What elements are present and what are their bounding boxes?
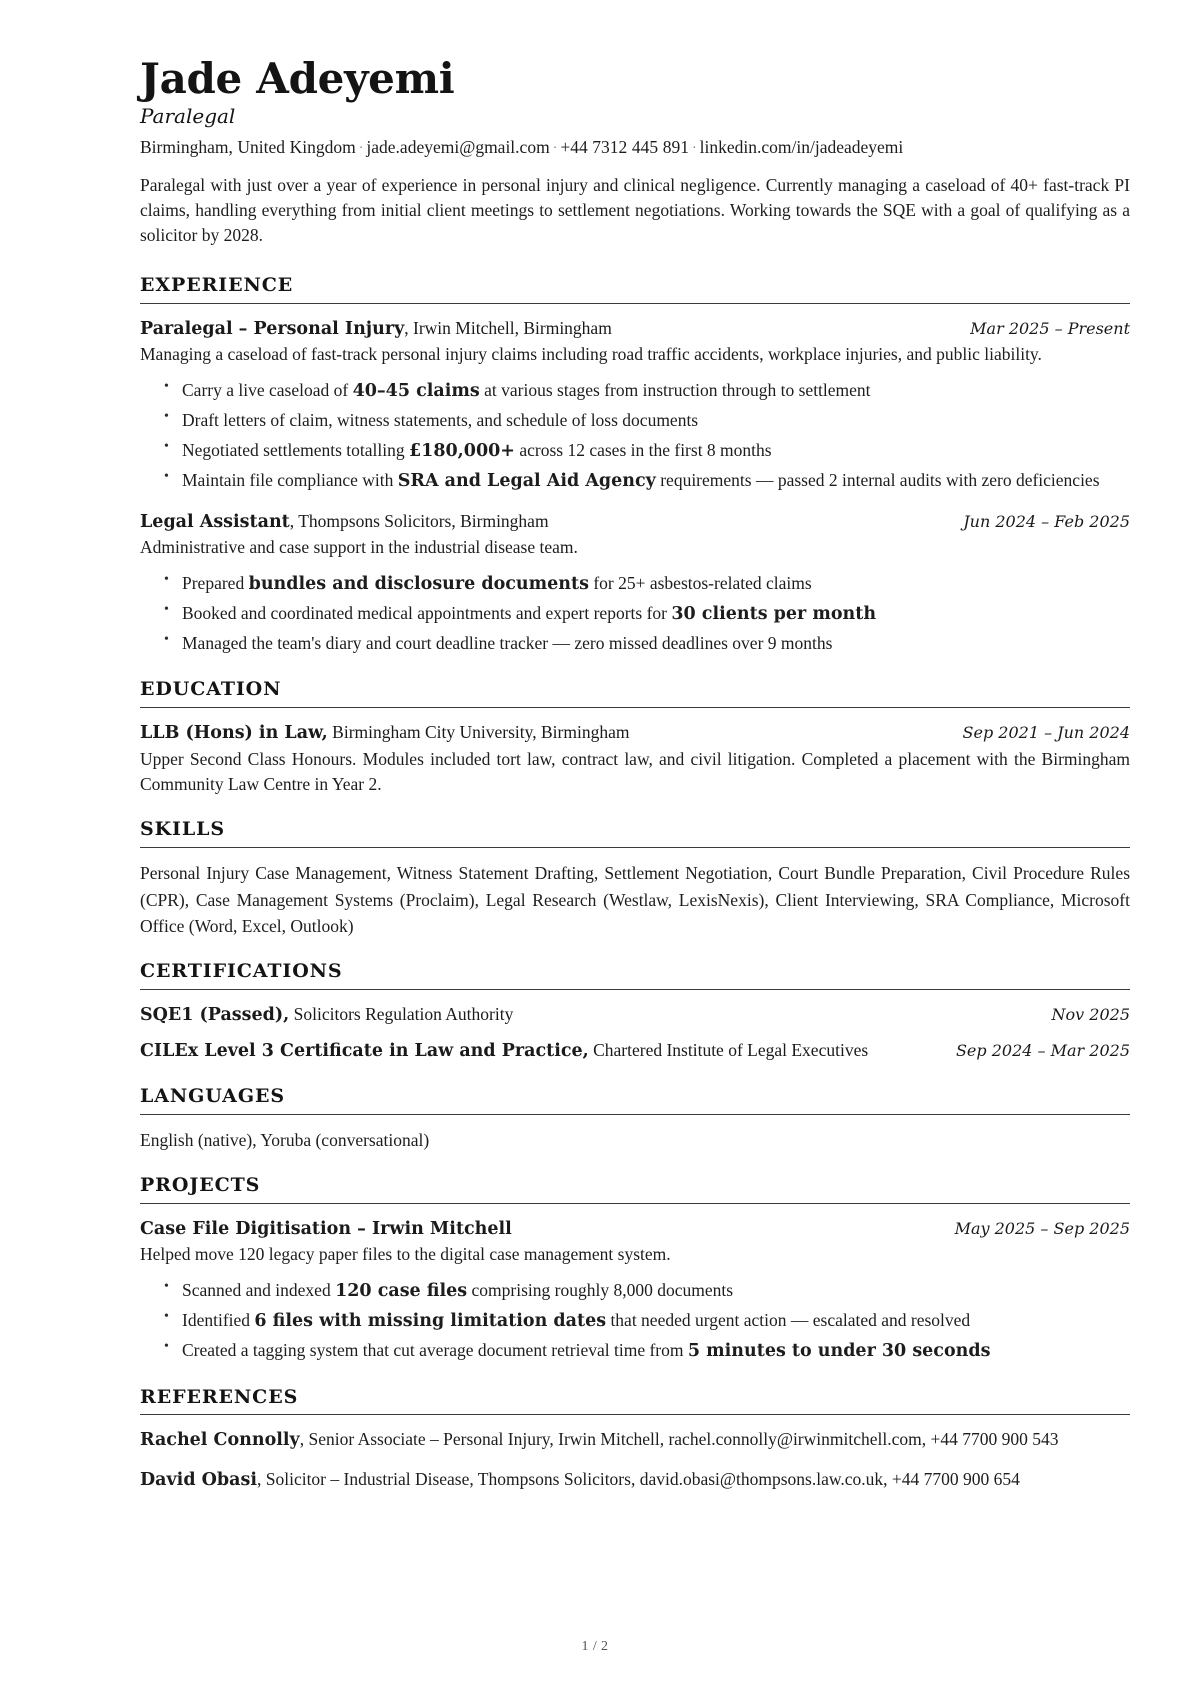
languages-text: English (native), Yoruba (conversational) [140,1129,430,1150]
experience-role: Paralegal – Personal Injury [140,318,405,339]
bullet-text-pre: Created a tagging system that cut average document retrieval time from [182,1340,688,1361]
section-title-languages: LANGUAGES [140,1084,285,1107]
experience-entry-header [140,316,1130,342]
certification-entry-title [140,1002,1034,1028]
certification-entry [140,1038,1130,1064]
candidate-name: Jade Adeyemi [140,54,455,103]
experience-description: Managing a caseload of fast-track personal injury claims including road traffic accidents, workplace injuries, and public liability. [140,344,1042,365]
list-item [164,1277,1130,1304]
project-description: Helped move 120 legacy paper files to the digital case management system. [140,1244,671,1265]
section-certifications [140,961,1130,1064]
bullet-text-post: at various stages from instruction through to settlement [479,379,871,400]
bullet-text-post: requirements — passed 2 internal audits with zero deficiencies [655,470,1100,491]
section-divider-projects [140,1203,1130,1204]
project-entry [140,1216,1130,1365]
section-divider-languages [140,1114,1130,1115]
education-date: Sep 2021 – Jun 2024 [962,723,1130,743]
project-date: May 2025 – Sep 2025 [954,1218,1130,1238]
contact-separator-1: · [358,141,364,157]
section-title-education: EDUCATION [140,678,282,701]
section-title-references: REFERENCES [140,1385,299,1408]
reference-name: David Obasi [140,1469,257,1490]
project-name: Case File Digitisation – Irwin Mitchell [140,1218,512,1239]
education-school: Birmingham City University, Birmingham [327,722,630,743]
bullet-text-bold: 30 clients per month [671,603,877,624]
section-title-projects: PROJECTS [140,1174,261,1197]
bullet-text-bold: 40–45 claims [352,380,480,401]
list-item [164,1307,1130,1334]
certification-name: SQE1 (Passed), [140,1004,290,1025]
education-description: Upper Second Class Honours. Modules included tort law, contract law, and civil litigation. Completed a placement with the Birmingham Community Law Centre in Year 2. [140,748,1130,795]
certification-issuer: Solicitors Regulation Authority [289,1003,514,1024]
reference-details: , Solicitor – Industrial Disease, Thompsons Solicitors, david.obasi@thompsons.law.co.uk, +44 7700 900 654 [256,1468,1020,1489]
contact-email[interactable]: jade.adeyemi@gmail.com [366,137,550,158]
professional-summary: Paralegal with just over a year of experience in personal injury and clinical negligence. Currently managing a caseload of 40+ fast-track PI claims, handling everything from initial client meetings to settlement negotiations. Working towards the SQE with a goal of qualifying as a solicitor by 2028. [140,174,1130,246]
certification-entry-header [140,1002,1130,1028]
section-projects [140,1175,1130,1365]
section-title-experience: EXPERIENCE [140,273,294,296]
section-education [140,679,1130,797]
certification-date: Nov 2025 [1051,1004,1130,1024]
list-item [164,570,1130,597]
resume-header [140,56,1130,249]
contact-line [140,135,1130,160]
experience-entry-header [140,509,1130,535]
certification-entry-header [140,1038,1130,1064]
bullet-text-bold: bundles and disclosure documents [248,573,589,594]
education-entry-header [140,720,1130,746]
experience-entry-title [140,316,952,342]
section-references [140,1387,1130,1494]
section-divider-skills [140,847,1130,848]
certification-date: Sep 2024 – Mar 2025 [955,1041,1130,1061]
certification-entry-title [140,1038,938,1064]
contact-separator-3: · [691,141,697,157]
section-skills [140,819,1130,939]
section-title-skills: SKILLS [140,818,225,841]
bullet-text-post: that needed urgent action — escalated and resolved [606,1310,971,1331]
experience-entry-title [140,509,945,535]
experience-company: , Thompsons Solicitors, Birmingham [289,510,549,531]
contact-phone[interactable]: +44 7312 445 891 [560,137,689,158]
section-divider-certifications [140,989,1130,990]
list-item [164,437,1130,464]
bullet-text-pre: Maintain file compliance with [182,470,398,491]
bullet-text-pre: Identified [182,1310,255,1331]
contact-linkedin[interactable]: linkedin.com/in/jadeadeyemi [699,137,904,158]
candidate-job-title: Paralegal [140,104,236,129]
education-degree: LLB (Hons) in Law, [140,723,328,744]
section-divider-references [140,1414,1130,1415]
experience-date: Mar 2025 – Present [970,318,1130,338]
project-bullet-list [140,1277,1130,1365]
list-item [164,600,1130,627]
reference-entry [140,1467,1130,1493]
experience-bullet-list [140,570,1130,658]
list-item [164,377,1130,404]
list-item [164,630,1130,657]
list-item [164,467,1130,494]
education-entry-title [140,720,945,746]
bullet-text-pre: Carry a live caseload of [182,379,353,400]
bullet-text-pre: Scanned and indexed [182,1279,336,1300]
section-divider-experience [140,303,1130,304]
bullet-text-pre: Prepared [182,572,249,593]
experience-description: Administrative and case support in the industrial disease team. [140,537,578,558]
section-title-certifications: CERTIFICATIONS [140,960,343,983]
contact-location: Birmingham, United Kingdom [140,137,356,158]
project-entry-header [140,1216,1130,1242]
bullet-text-pre: Booked and coordinated medical appointments and expert reports for [182,602,672,623]
bullet-text-bold: 5 minutes to under 30 seconds [687,1341,991,1362]
reference-name: Rachel Connolly [140,1430,300,1451]
list-item [164,1337,1130,1364]
skills-text: Personal Injury Case Management, Witness Statement Drafting, Settlement Negotiation, Court Bundle Preparation, Civil Procedure Rules (CPR), Case Management Systems (Proclaim), Legal Research (Westlaw, LexisNexis), Client Interviewing, SRA Compliance, Microsoft Office (Word, Excel, Outlook) [140,863,1130,936]
bullet-text-bold: £180,000+ [408,441,515,462]
reference-details: , Senior Associate – Personal Injury, Irwin Mitchell, rachel.connolly@irwinmitchell.com, +44 7700 900 543 [299,1429,1059,1450]
list-item [164,407,1130,434]
certification-name: CILEx Level 3 Certificate in Law and Practice, [140,1041,589,1062]
bullet-text-bold: SRA and Legal Aid Agency [397,471,656,492]
page-indicator: 1 / 2 [581,1639,609,1654]
experience-bullet-list [140,377,1130,495]
experience-entry [140,509,1130,658]
bullet-text-post: across 12 cases in the first 8 months [514,440,772,461]
experience-company: , Irwin Mitchell, Birmingham [404,317,612,338]
bullet-text-pre: Draft letters of claim, witness statements, and schedule of loss documents [182,409,699,430]
bullet-text-bold: 6 files with missing limitation dates [254,1311,607,1332]
certification-issuer: Chartered Institute of Legal Executives [588,1040,869,1061]
contact-separator-2: · [552,141,558,157]
reference-entry [140,1427,1130,1453]
bullet-text-pre: Managed the team's diary and court deadline tracker — zero missed deadlines over 9 months [182,633,833,653]
bullet-text-post: comprising roughly 8,000 documents [467,1279,734,1300]
bullet-text-pre: Negotiated settlements totalling [182,440,409,461]
certification-entry [140,1002,1130,1028]
bullet-text-bold: 120 case files [335,1280,468,1301]
experience-date: Jun 2024 – Feb 2025 [963,511,1130,531]
project-entry-title [140,1216,937,1242]
bullet-text-post: for 25+ asbestos-related claims [588,572,812,593]
section-divider-education [140,707,1130,708]
education-entry [140,720,1130,797]
experience-entry [140,316,1130,495]
section-experience [140,275,1130,657]
section-languages [140,1086,1130,1153]
experience-role: Legal Assistant [140,511,290,532]
page-footer [0,1639,1190,1655]
